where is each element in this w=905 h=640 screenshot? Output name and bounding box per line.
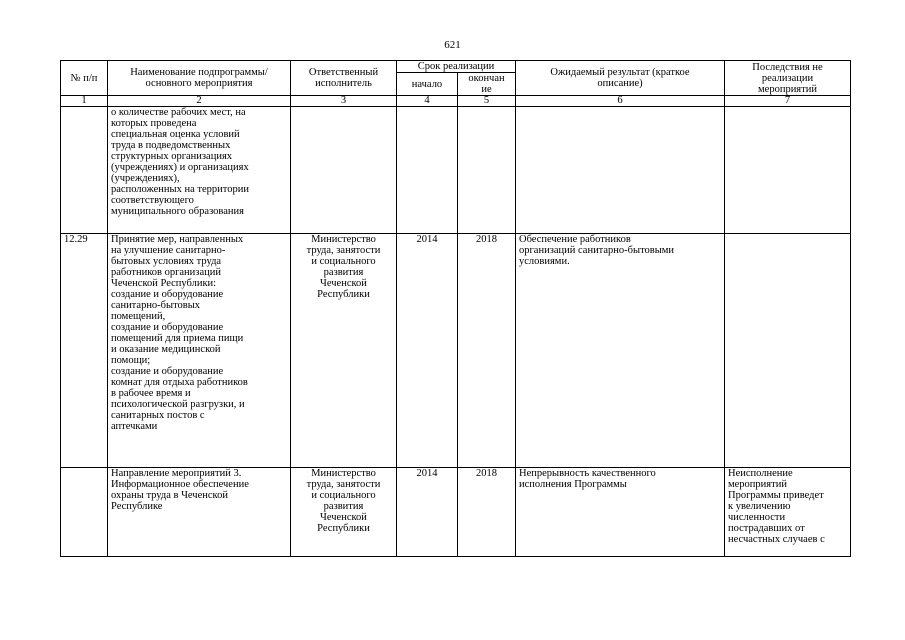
page-number: 621	[444, 39, 461, 51]
header-end: окончан ие	[458, 73, 516, 96]
col-number-7: 7	[725, 96, 851, 107]
row-start	[397, 107, 458, 234]
header-start: начало	[397, 73, 458, 96]
col-number-6: 6	[516, 96, 725, 107]
row-end: 2018	[458, 468, 516, 557]
row-name: Принятие мер, направленных на улучшение санитарно- бытовых условиях труда работников организаций Чеченской Республики: создание и оборудование санитарно-бытовых помещений, создание и оборудование помещений для приема пищи и оказание медицинской помощи; создание и оборудование комнат для отдыха работников в рабочее время и психологической разгрузки, и санитарных постов с аптечками	[108, 234, 291, 468]
row-consequences	[725, 234, 851, 468]
row-start: 2014	[397, 234, 458, 468]
row-result	[516, 107, 725, 234]
row-executor	[291, 107, 397, 234]
col-number-4: 4	[397, 96, 458, 107]
header-result: Ожидаемый результат (краткое описание)	[516, 61, 725, 96]
program-table	[60, 60, 851, 557]
row-result: Обеспечение работников организаций санитарно-бытовыми условиями.	[516, 234, 725, 468]
row-consequences	[725, 107, 851, 234]
header-name: Наименование подпрограммы/ основного мероприятия	[108, 61, 291, 96]
header-period: Срок реализации	[397, 61, 516, 73]
header-consequences: Последствия не реализации мероприятий	[725, 61, 851, 96]
row-consequences: Неисполнение мероприятий Программы приведет к увеличению численности пострадавших от несчастных случаев с	[725, 468, 851, 557]
row-result: Непрерывность качественного исполнения Программы	[516, 468, 725, 557]
row-executor: Министерство труда, занятости и социального развития Чеченской Республики	[291, 468, 397, 557]
row-num	[61, 107, 108, 234]
row-name: о количестве рабочих мест, на которых проведена специальная оценка условий труда в подведомственных структурных организациях (учреждениях) и организациях (учреждениях), расположенных на территории соответствующего муниципального образования	[108, 107, 291, 234]
col-number-5: 5	[458, 96, 516, 107]
col-number-3: 3	[291, 96, 397, 107]
row-name: Направление мероприятий 3. Информационное обеспечение охраны труда в Чеченской Республике	[108, 468, 291, 557]
col-number-1: 1	[61, 96, 108, 107]
table-row	[61, 107, 851, 234]
row-num	[61, 468, 108, 557]
row-end	[458, 107, 516, 234]
row-start: 2014	[397, 468, 458, 557]
row-executor: Министерство труда, занятости и социального развития Чеченской Республики	[291, 234, 397, 468]
col-number-2: 2	[108, 96, 291, 107]
row-num: 12.29	[61, 234, 108, 468]
table-row	[61, 468, 851, 557]
table-row	[61, 234, 851, 468]
header-executor: Ответственный исполнитель	[291, 61, 397, 96]
header-num: № п/п	[61, 61, 108, 96]
row-end: 2018	[458, 234, 516, 468]
